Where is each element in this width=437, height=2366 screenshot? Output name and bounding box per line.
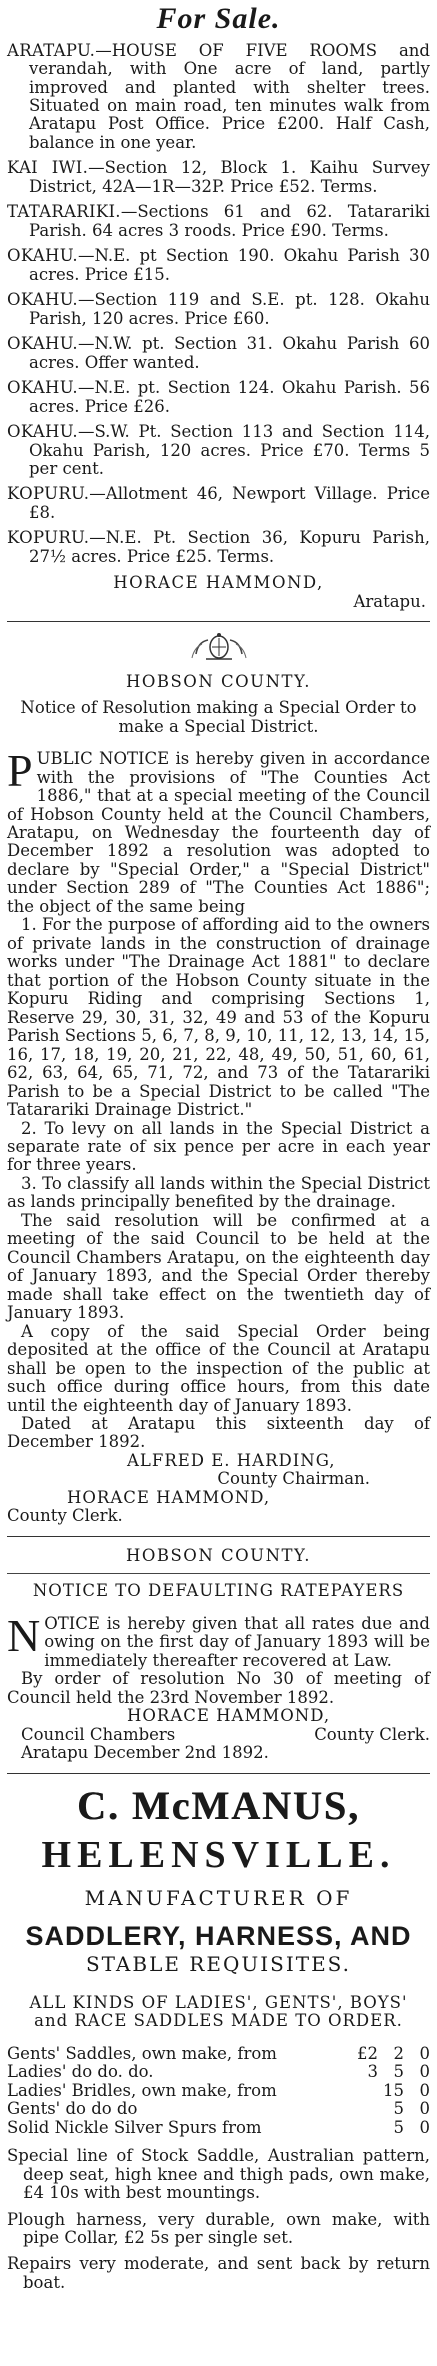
- listing-location: KOPURU.: [7, 528, 90, 548]
- listing-text: —N.E. Pt. Section 36, Kopuru Parish, 27½ acres. Price £25. Terms.: [29, 528, 430, 566]
- listing-location: KOPURU.: [7, 484, 90, 504]
- clerk-title: County Clerk.: [7, 1506, 123, 1526]
- notice-dated: Dated at Aratapu this sixteenth day of December 1892.: [7, 1414, 430, 1452]
- defaulting-ratepayers-notice: [7, 1547, 430, 1763]
- listing-text: —N.W. pt. Section 31. Okahu Parish 60 acres. Offer wanted.: [29, 334, 430, 372]
- price-pence: 0: [419, 2080, 430, 2100]
- county-heading: HOBSON COUNTY.: [125, 1545, 312, 1565]
- price-row: [7, 2045, 430, 2063]
- listing: [7, 247, 430, 284]
- advert-name: C. McMANUS,: [76, 1782, 361, 1828]
- section-divider: [7, 1773, 430, 1774]
- drop-cap: N: [7, 1609, 41, 1661]
- listing: [7, 423, 430, 478]
- listing-location: OKAHU.: [7, 422, 78, 442]
- coat-of-arms-icon: [7, 632, 430, 666]
- advert-plough-harness: Plough harness, very durable, own make, with pipe Collar, £2 5s per single set.: [7, 2209, 430, 2248]
- price-table: [7, 2045, 430, 2137]
- advert-line-1: ALL KINDS OF LADIES', GENTS', BOYS': [29, 1992, 408, 2012]
- price-item: Ladies' Bridles, own make, from: [7, 2080, 277, 2100]
- price-shillings: 5: [393, 2062, 404, 2082]
- notice-item-2: 2. To levy on all lands in the Special District a separate rate of six pence per acre in each year for three years.: [7, 1118, 430, 1175]
- advert-manufacturer: MANUFACTURER OF: [84, 1885, 353, 1910]
- listing-text: —Sections 61 and 62. Tatarariki Parish. 64 acres 3 roods. Price £90. Terms.: [29, 202, 430, 240]
- price-item: Gents' Saddles, own make, from: [7, 2043, 277, 2063]
- price-pounds: [352, 2082, 378, 2100]
- notice-subheading: Notice of Resolution making a Special Order to make a Special District.: [20, 698, 417, 736]
- defaulting-chambers: Council Chambers: [21, 1724, 176, 1744]
- for-sale-title: For Sale.: [156, 2, 281, 35]
- listing-location: KAI IWI.: [7, 158, 89, 178]
- price-item: Gents' do do do: [7, 2099, 138, 2119]
- drop-cap: P: [7, 745, 33, 797]
- listing-text: —HOUSE OF FIVE ROOMS and verandah, with One acre of land, partly improved and planted with shelter trees. Situated on main road, ten minutes walk from Aratapu Post Office. Price £200. Half Cash, balance in one year.: [29, 40, 430, 152]
- listing-location: OKAHU.: [7, 246, 78, 266]
- price-pence: 0: [419, 2043, 430, 2063]
- price-row: [7, 2100, 430, 2118]
- price-pence: 0: [419, 2062, 430, 2082]
- notice-intro: [7, 745, 430, 916]
- for-sale-signature-place: Aratapu.: [353, 591, 426, 611]
- chairman-title: County Chairman.: [217, 1469, 370, 1489]
- listing: [7, 335, 430, 372]
- advert-town: HELENSVILLE.: [41, 1834, 396, 1877]
- price-pounds: [352, 2119, 378, 2137]
- advert-line-2: and RACE SADDLES MADE TO ORDER.: [34, 2011, 403, 2031]
- price-shillings: 2: [393, 2043, 404, 2063]
- defaulting-name: HORACE HAMMOND,: [127, 1706, 331, 1726]
- listing-text: —Allotment 46, Newport Village. Price £8.: [29, 484, 430, 522]
- notice-confirmation: The said resolution will be confirmed at a meeting of the said Council to be held at the Council Chambers Aratapu, on the eighteenth day of January 1893, and the Special Order thereby made shall take effect on the twentieth day of January 1893.: [7, 1210, 430, 1323]
- price-row: [7, 2063, 430, 2081]
- defaulting-clerk: County Clerk.: [314, 1724, 430, 1744]
- defaulting-date: Aratapu December 2nd 1892.: [21, 1743, 269, 1763]
- advert-stable: STABLE REQUISITES.: [85, 1952, 352, 1977]
- section-divider: [7, 1536, 430, 1537]
- listing: [7, 291, 430, 328]
- listing: [7, 42, 430, 153]
- county-heading: HOBSON COUNTY.: [125, 671, 312, 691]
- listing: [7, 379, 430, 416]
- listing-text: —Section 119 and S.E. pt. 128. Okahu Parish, 120 acres. Price £60.: [29, 290, 430, 328]
- price-pounds: 3: [367, 2062, 378, 2082]
- section-divider: [7, 621, 430, 622]
- defaulting-order: By order of resolution No 30 of meeting of Council held the 23rd November 1892.: [7, 1669, 430, 1707]
- listing-text: —N.E. pt Section 190. Okahu Parish 30 acres. Price £15.: [29, 246, 430, 284]
- mcmanus-advert: [7, 1784, 430, 2293]
- price-pence: 0: [419, 2099, 430, 2119]
- listing-text: —N.E. pt. Section 124. Okahu Parish. 56 acres. Price £26.: [29, 378, 430, 416]
- price-item: Ladies' do do. do.: [7, 2062, 154, 2082]
- listing: [7, 159, 430, 196]
- listing-location: TATARARIKI.: [7, 202, 121, 222]
- price-item: Solid Nickle Silver Spurs from: [7, 2117, 262, 2137]
- advert-products: SADDLERY, HARNESS, AND: [25, 1921, 412, 1952]
- price-shillings: 5: [393, 2117, 404, 2137]
- for-sale-signature: HORACE HAMMOND,: [113, 573, 324, 593]
- listing-location: ARATAPU.: [7, 40, 96, 60]
- price-shillings: 15: [383, 2080, 404, 2100]
- defaulting-body-text: OTICE is hereby given that all rates due and owing on the first day of January 1893 will be immediately thereafter recovered at Law.: [44, 1613, 430, 1670]
- listing-text: —S.W. Pt. Section 113 and Section 114, Okahu Parish, 120 acres. Price £70. Terms 5 per cent.: [29, 422, 430, 478]
- listing-location: OKAHU.: [7, 334, 78, 354]
- defaulting-body: [7, 1609, 430, 1670]
- notice-intro-text: UBLIC NOTICE is hereby given in accordance with the provisions of "The Counties Act 1886," that at a special meeting of the Council of Hobson County held at the Council Chambers, Aratapu, on Wednesday the fourteenth day of December 1892 a resolution was adopted to declare by "Special Order," a "Special District" under Section 289 of "The Counties Act 1886"; the object of the same being: [7, 749, 430, 916]
- notice-item-1: 1. For the purpose of affording aid to the owners of private lands in the construction of drainage works under "The Drainage Act 1881" to declare that portion of the Hobson County situate in the Kopuru Riding and comprising Sections 1, Reserve 29, 30, 31, 32, 49 and 53 of the Kopuru Parish Sections 5, 6, 7, 8, 9, 10, 11, 12, 13, 14, 15, 16, 17, 18, 19, 20, 21, 22, 48, 49, 50, 51, 60, 61, 62, 63, 64, 65, 71, 72, and 73 of the Tatarariki Parish to be a Special District to be called "The Tatarariki Drainage District.": [7, 915, 430, 1120]
- notice-item-3: 3. To classify all lands within the Special District as lands principally benefited by the drainage.: [7, 1173, 430, 1212]
- listing: [7, 529, 430, 566]
- price-row: [7, 2119, 430, 2137]
- notice-copy: A copy of the said Special Order being deposited at the office of the Council at Aratapu shall be open to the inspection of the public at such office during office hours, from this date until the eighteenth day of January 1893.: [7, 1321, 430, 1415]
- special-district-notice: [7, 632, 430, 1526]
- price-pounds: £2: [357, 2043, 378, 2063]
- advert-special-line: Special line of Stock Saddle, Australian pattern, deep seat, high knee and thigh pads, own make, £4 10s with best mountings.: [7, 2146, 430, 2203]
- clerk-name: HORACE HAMMOND,: [67, 1487, 271, 1507]
- listing-location: OKAHU.: [7, 378, 78, 398]
- for-sale-section: [7, 2, 430, 611]
- listing: [7, 203, 430, 240]
- listing: [7, 485, 430, 522]
- heading-underline: [7, 1573, 430, 1574]
- defaulting-title: NOTICE TO DEFAULTING RATEPAYERS: [32, 1581, 405, 1601]
- price-pence: 0: [419, 2117, 430, 2137]
- chairman-name: ALFRED E. HARDING,: [127, 1450, 336, 1470]
- listing-text: —Section 12, Block 1. Kaihu Survey District, 42A—1R—32P. Price £52. Terms.: [29, 158, 430, 196]
- price-shillings: 5: [393, 2099, 404, 2119]
- defaulting-chambers-row: [7, 1726, 430, 1744]
- price-pounds: [352, 2100, 378, 2118]
- newspaper-column: [7, 0, 430, 2292]
- advert-repairs: Repairs very moderate, and sent back by return boat.: [7, 2254, 430, 2292]
- price-row: [7, 2082, 430, 2100]
- listing-location: OKAHU.: [7, 290, 78, 310]
